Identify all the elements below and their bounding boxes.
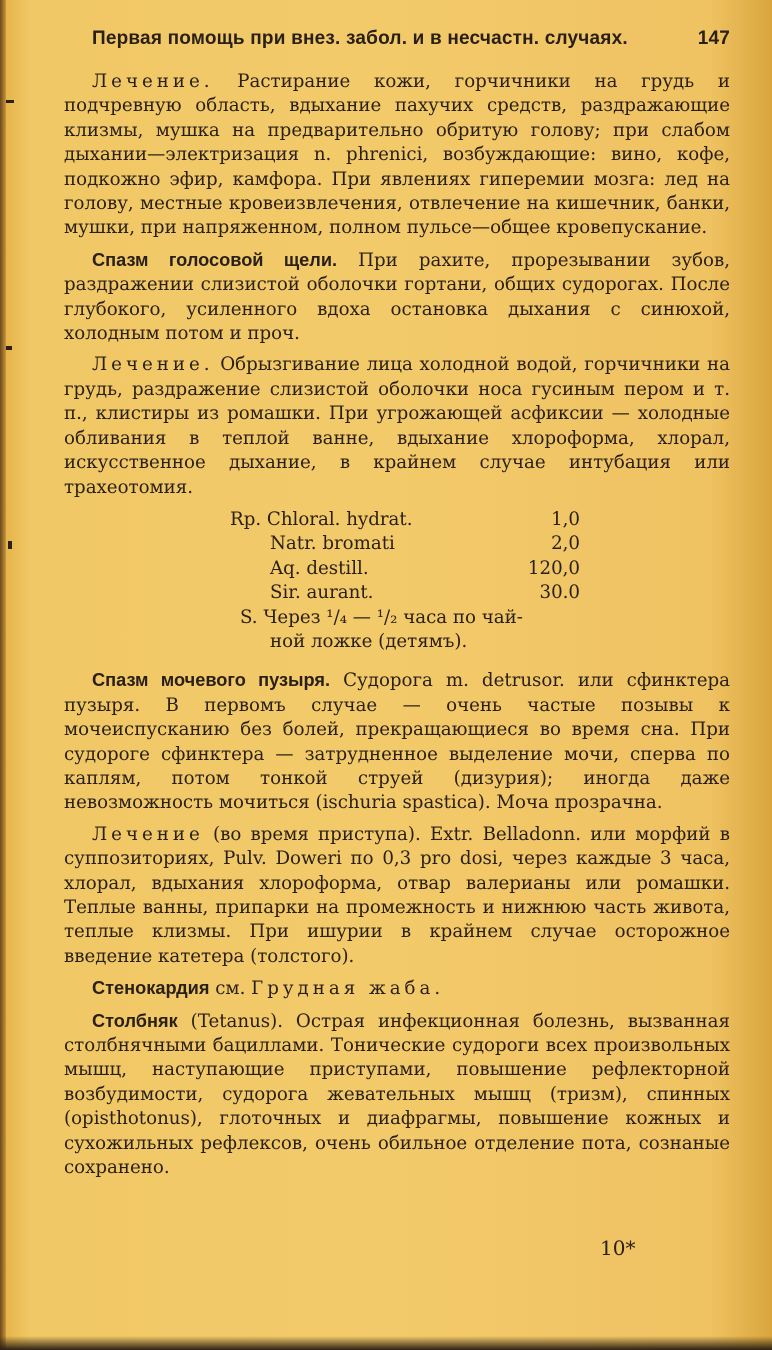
prescription-row [230,557,580,581]
rx-ingredient: Sir. aurant. [270,582,374,604]
paragraph-text: При рахите, прорезывании зубов, раздражении слизистой оболочки гортани, общих судорогах. После глубокого, усиленного вдоха остановка дыхания с синюхой, холодным потом и проч. [64,249,730,345]
cross-reference: Грудная жаба. [251,978,445,1000]
paragraph-laryngospasm [64,248,730,347]
running-title: Первая помощь при внез. забол. и в несчастн. случаях. [92,28,628,49]
rx-ingredient: Aq. destill. [270,557,369,579]
prescription [230,508,580,654]
signature-mark: 10* [600,1236,636,1260]
paragraph-treatment-2 [64,353,730,499]
paragraph-text: (Tetanus). Острая инфекционная болезнь, вызванная столбнячными бациллами. Тонические судороги всех произвольных мышц, наступающие приступами, повышение рефлекторной возбудимости, судорога жевательных мышц (тризм), спинных (opisthotonus), глоточных и диафрагмы, повышение кожных и сухожильных рефлексов, очень обильное отделение пота, сознаные сохранено. [64,1010,730,1179]
prescription-row [230,508,580,532]
entry-heading: Стенокардия [92,978,210,999]
prescription-row [230,532,580,556]
paragraph-text: Растирание кожи, горчичники на грудь и подчревную область, вдыхание пахучих средств, раздражающие клизмы, мушка на предварительно обритую голову; при слабом дыхании—электризация n. phrenici, возбуждающие: вино, кофе, подкожно эфир, камфора. При явлениях гиперемии мозга: лед на голову, местные кровеизвлечения, отвлечение на кишечник, банки, мушки, при напряженном, полном пульсе—общее кровепускание. [64,71,730,239]
treatment-label: Лечение. [92,354,214,376]
margin-mark [6,100,14,103]
entry-heading: Спазм мочевого пузыря. [92,670,331,691]
treatment-label: Лечение [92,823,204,845]
rx-ingredient: Rp. Chloral. hydrat. [230,508,413,530]
paragraph-bladder-spasm [64,668,730,815]
rx-amount: 2,0 [551,533,580,555]
page-spine [0,0,6,1350]
treatment-label: Лечение. [92,71,214,92]
prescription-row [230,581,580,605]
paragraph-text: см. [209,978,252,1000]
rx-signa: ной ложке (детямъ). [270,630,468,652]
entry-heading: Столбняк [92,1010,178,1031]
margin-mark [6,346,12,350]
paragraph-text: Обрызгивание лица холодной водой, горчичники на грудь, раздражение слизистой оболочки носа гусиным пером и т. п., клистиры из ромашки. При угрожающей асфиксии — холодные обливания в теплой ванне, вдыхание хлороформа, хлорал, искусственное дыхание, в крайнем случае интубация или трахеотомия. [64,354,730,498]
rx-ingredient: Natr. bromati [270,533,395,555]
rx-amount: 30.0 [539,582,580,604]
entry-heading: Спазм голосовой щели. [92,249,338,270]
running-header [92,28,730,50]
paragraph-stenocardia [64,976,730,1001]
rx-amount: 120,0 [527,557,580,579]
page-body [64,70,730,1187]
margin-mark [8,541,12,549]
paragraph-tetanus [64,1009,730,1181]
paragraph-treatment-3 [64,823,730,969]
rx-signa: S. Через ¹/₄ — ¹/₂ часа по чай- [240,606,523,628]
paragraph-text: (во время приступа). Extr. Belladonn. или морфий в суппозиториях, Pulv. Doweri по 0,3 pro dosi, через каждые 3 часа, хлорал, вдыхания хлороформа, отвар валерианы или ромашки. Теплые ванны, припарки на промежность и нижнюю часть живота, теплые клизмы. При ишурии в крайнем случае осторожное введение катетера (толстого). [64,823,730,967]
paragraph-treatment-1 [64,70,730,241]
paragraph-text: Судорога m. detrusor. или сфинктера пузыря. В первомъ случае — очень частые позывы к мочеиспусканию без болей, прекращающиеся во время сна. При судороге сфинктера — затрудненное выделение мочи, сперва по каплям, потом тонкой струей (дизурия); иногда даже невозможность мочиться (ischuria spastica). Моча прозрачна. [64,670,731,814]
page-number: 147 [697,28,730,49]
page-edge [0,1336,772,1350]
rx-amount: 1,0 [551,508,580,530]
